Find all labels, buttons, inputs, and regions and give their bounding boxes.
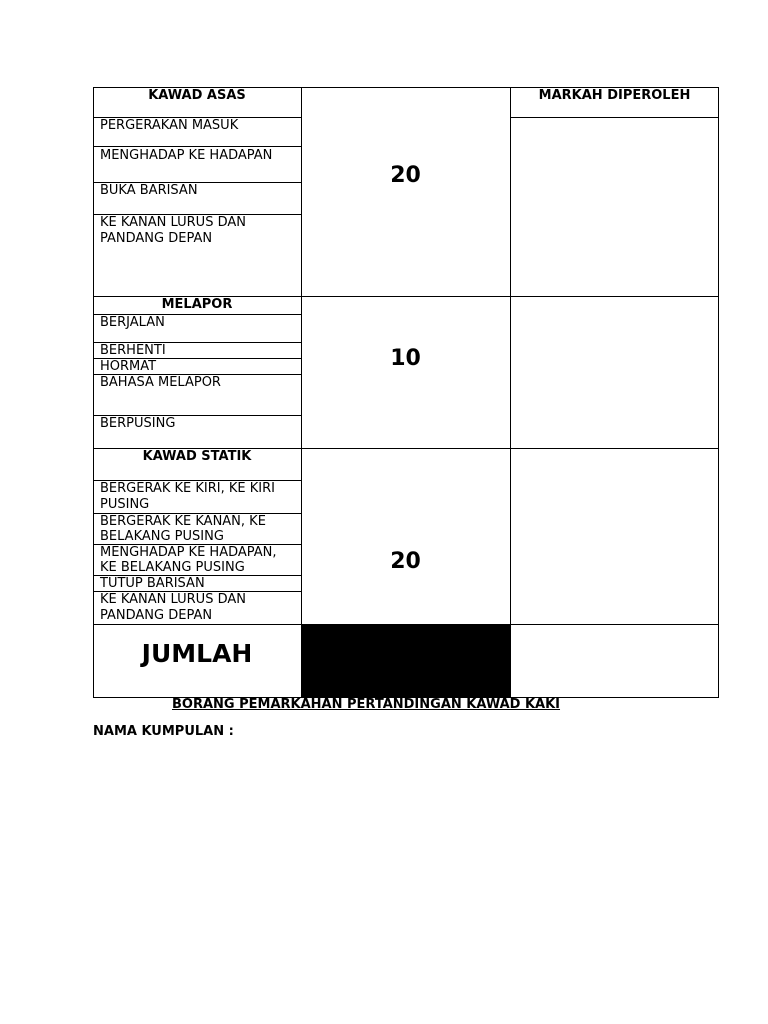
item-ke-kanan-lurus-statik-line1: KE KANAN LURUS DAN <box>100 592 246 607</box>
item-berhenti: BERHENTI <box>100 343 166 358</box>
item-buka-barisan: BUKA BARISAN <box>100 183 198 198</box>
item-bergerak-ke-kanan-line2: BELAKANG PUSING <box>100 529 224 544</box>
item-ke-kanan-lurus-statik-line2: PANDANG DEPAN <box>100 608 213 623</box>
item-bergerak-ke-kiri-line2: PUSING <box>100 497 150 512</box>
section-header-melapor: MELAPOR <box>161 297 233 312</box>
item-menghadap-belakang-line2: KE BELAKANG PUSING <box>100 560 245 575</box>
item-bergerak-ke-kanan-line1: BERGERAK KE KANAN, KE <box>100 514 266 529</box>
markah-diperoleh-header: MARKAH DIPEROLEH <box>538 88 691 103</box>
group-name-label: NAMA KUMPULAN : <box>93 724 234 739</box>
max-score-kawad-asas: 20 <box>390 163 421 188</box>
item-ke-kanan-lurus-line1: KE KANAN LURUS DAN <box>100 215 246 230</box>
item-bahasa-melapor: BAHASA MELAPOR <box>100 375 221 390</box>
item-berpusing: BERPUSING <box>100 416 176 431</box>
table-border-left <box>93 87 94 698</box>
section-header-kawad-statik: KAWAD STATIK <box>142 449 252 464</box>
row-line <box>93 146 301 147</box>
item-menghadap-belakang-line1: MENGHADAP KE HADAPAN, <box>100 545 277 560</box>
form-title: BORANG PEMARKAHAN PERTANDINGAN KAWAD KAKI <box>172 697 561 712</box>
item-menghadap-ke-hadapan: MENGHADAP KE HADAPAN <box>100 148 273 163</box>
max-score-melapor: 10 <box>390 346 421 371</box>
total-max-blackout <box>301 624 511 698</box>
item-tutup-barisan: TUTUP BARISAN <box>100 576 205 591</box>
markah-header-line <box>510 117 719 118</box>
item-berjalan: BERJALAN <box>100 315 165 330</box>
item-pergerakan-masuk: PERGERAKAN MASUK <box>100 118 239 133</box>
item-ke-kanan-lurus-line2: PANDANG DEPAN <box>100 231 213 246</box>
column-divider-2 <box>510 87 511 698</box>
max-score-kawad-statik: 20 <box>390 549 421 574</box>
item-hormat: HORMAT <box>100 359 157 374</box>
table-border-right <box>718 87 719 698</box>
total-label: JUMLAH <box>141 639 253 668</box>
item-bergerak-ke-kiri-line1: BERGERAK KE KIRI, KE KIRI <box>100 481 275 496</box>
section-header-kawad-asas: KAWAD ASAS <box>148 88 246 103</box>
